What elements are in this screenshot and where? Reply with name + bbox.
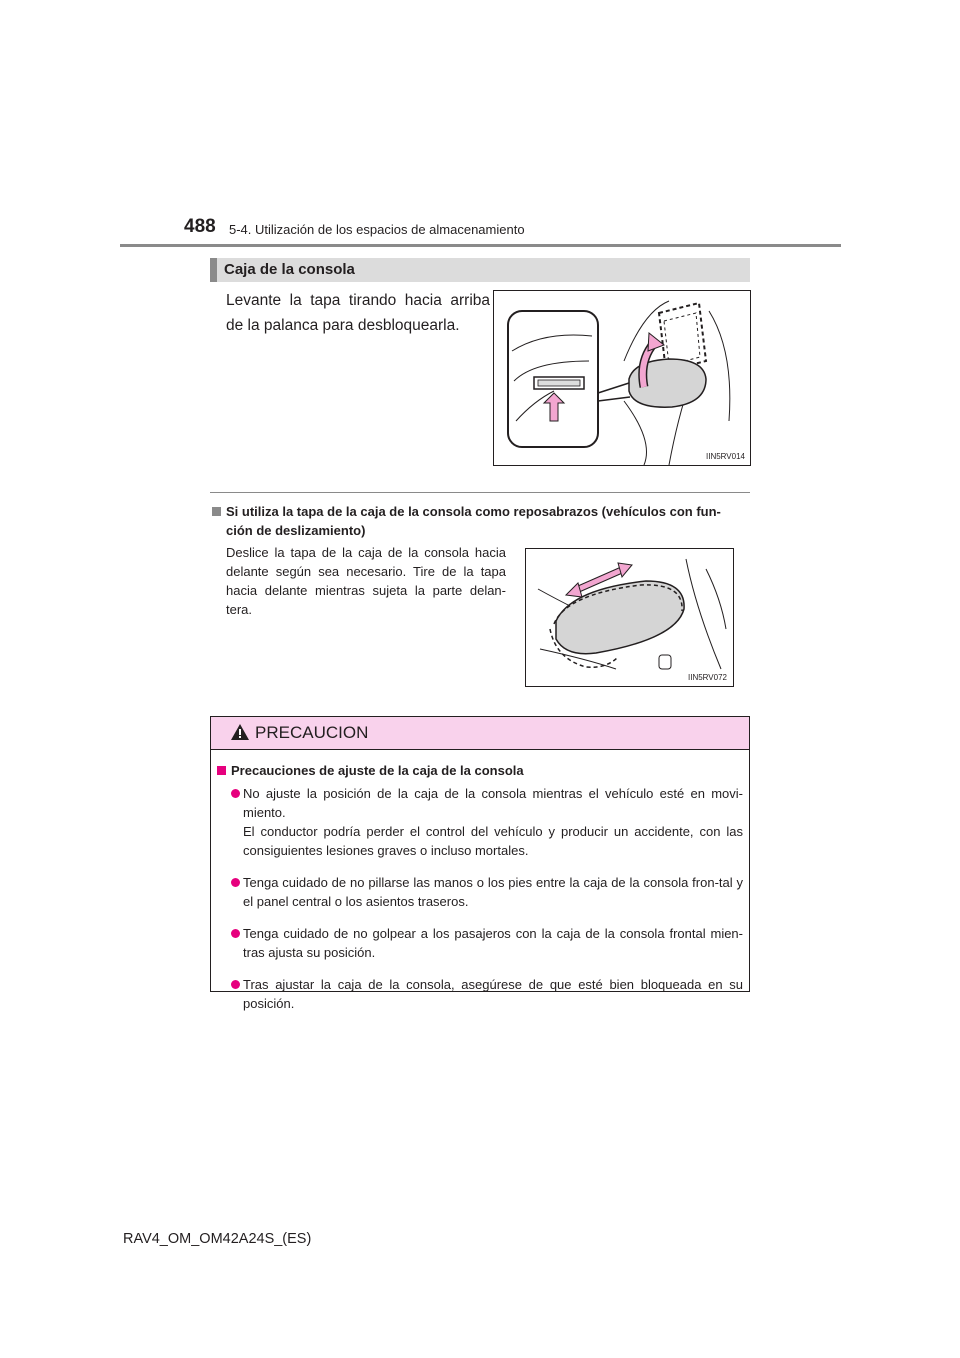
caution-title: PRECAUCION (255, 723, 369, 742)
figure1-code: IIN5RV014 (706, 452, 745, 461)
subsection-heading-line1: Si utiliza la tapa de la caja de la consola como reposabrazos (vehículos con fun- (226, 504, 721, 519)
caution-bullet-1 (217, 784, 743, 860)
caution-bullet-1-line1: No ajuste la posición de la caja de la consola mientras el vehículo esté en movi-miento. (243, 786, 743, 820)
pink-circle-bullet-icon (231, 789, 240, 798)
square-bullet-icon (212, 507, 221, 516)
subsection-heading (212, 502, 750, 540)
caution-body (217, 761, 743, 1013)
caution-bullet-1-line2: El conductor podría perder el control del vehículo y producir un accidente, con las consiguientes lesiones graves o incluso mortales. (243, 824, 743, 858)
section-heading-bar (210, 258, 750, 282)
pink-circle-bullet-icon (231, 980, 240, 989)
caution-bullet-2 (217, 873, 743, 911)
caution-heading (217, 761, 743, 780)
console-lever-illustration (494, 291, 750, 465)
subsection-rule (210, 492, 750, 493)
caution-header (211, 717, 749, 750)
caution-bullet-4-text: Tras ajustar la caja de la consola, asegúrese de que esté bien bloqueada en su posición. (243, 977, 743, 1011)
header-rule (120, 244, 841, 247)
section-heading: Caja de la consola (224, 261, 355, 278)
caution-bullet-3-text: Tenga cuidado de no golpear a los pasajeros con la caja de la consola frontal mien-tras ajusta su posición. (243, 926, 743, 960)
pink-circle-bullet-icon (231, 929, 240, 938)
console-slide-illustration (526, 549, 733, 686)
section-title: 5-4. Utilización de los espacios de almacenamiento (229, 222, 525, 237)
figure-console-lever (493, 290, 751, 466)
intro-paragraph: Levante la tapa tirando hacia arriba de la palanca para desbloquearla. (226, 292, 490, 334)
pink-circle-bullet-icon (231, 878, 240, 887)
subsection-heading-line2: ción de deslizamiento) (226, 523, 366, 538)
figure-console-slide (525, 548, 734, 687)
caution-heading-text: Precauciones de ajuste de la caja de la consola (231, 763, 524, 778)
caution-bullet-3 (217, 924, 743, 962)
page-number: 488 (184, 216, 216, 237)
figure2-code: IIN5RV072 (688, 673, 727, 682)
footer-document-code: RAV4_OM_OM42A24S_(ES) (123, 1231, 312, 1247)
subsection-paragraph: Deslice la tapa de la caja de la consola hacia delante según sea necesario. Tire de la tapa hacia delante mientras sujeta la parte delan-tera. (226, 545, 506, 617)
caution-bullet-2-text: Tenga cuidado de no pillarse las manos o los pies entre la caja de la consola fron-tal y el panel central o los asientos traseros. (243, 875, 743, 909)
caution-bullet-4 (217, 975, 743, 1013)
heading-accent (210, 258, 217, 282)
pink-square-bullet-icon (217, 766, 226, 775)
warning-triangle-icon (231, 724, 249, 740)
caution-box (210, 716, 750, 1011)
